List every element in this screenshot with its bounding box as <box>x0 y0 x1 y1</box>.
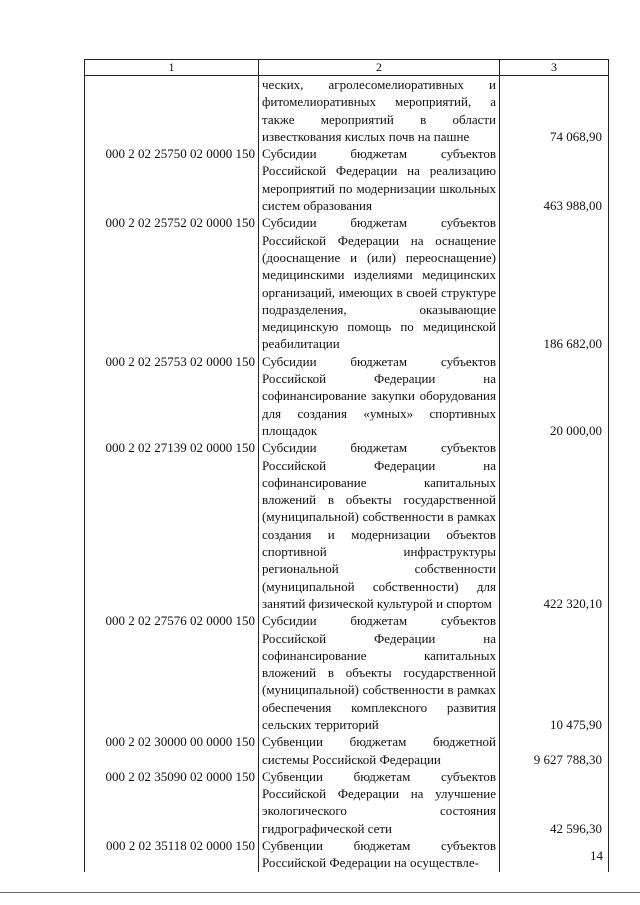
amount-cell: 186 682,00 <box>500 214 609 352</box>
amount-cell: 74 068,90 <box>500 76 609 146</box>
budget-code-cell: 000 2 02 27576 02 0000 150 <box>85 612 259 733</box>
budget-code-cell: 000 2 02 35118 02 0000 150 <box>85 837 259 872</box>
description-cell: Субвенции бюджетам субъектов Российской Федерации на осуществле- <box>259 837 500 872</box>
table-row <box>85 439 609 612</box>
amount-cell: 10 475,90 <box>500 612 609 733</box>
description-cell: Субвенции бюджетам бюджетной системы Российской Федерации <box>259 733 500 768</box>
table-row <box>85 612 609 733</box>
budget-code-cell: 000 2 02 25752 02 0000 150 <box>85 214 259 352</box>
amount-cell: 42 596,30 <box>500 768 609 837</box>
description-cell: Субсидии бюджетам субъектов Российской Федерации на софинансирование закупки оборудования для создания «умных» спортивных площадок <box>259 353 500 439</box>
budget-code-cell: 000 2 02 25750 02 0000 150 <box>85 145 259 214</box>
amount-cell: 20 000,00 <box>500 353 609 439</box>
budget-code-cell: 000 2 02 25753 02 0000 150 <box>85 353 259 439</box>
amount-cell: 9 627 788,30 <box>500 733 609 768</box>
page-number: 14 <box>590 848 603 863</box>
bottom-rule <box>0 892 640 893</box>
budget-code-cell: 000 2 02 27139 02 0000 150 <box>85 439 259 612</box>
description-cell: Субсидии бюджетам субъектов Российской Федерации на реализацию мероприятий по модернизации школьных систем образования <box>259 145 500 214</box>
budget-table <box>84 59 609 872</box>
table-row <box>85 145 609 214</box>
budget-code-cell: 000 2 02 30000 00 0000 150 <box>85 733 259 768</box>
table-row <box>85 76 609 146</box>
amount-cell: 422 320,10 <box>500 439 609 612</box>
table-header-row <box>85 60 609 76</box>
table-body <box>85 76 609 872</box>
description-cell: Субвенции бюджетам субъектов Российской Федерации на улучшение экологического состояния гидрографической сети <box>259 768 500 837</box>
amount-cell: 463 988,00 <box>500 145 609 214</box>
table-row <box>85 768 609 837</box>
table-row <box>85 733 609 768</box>
description-cell: Субсидии бюджетам субъектов Российской Федерации на софинансирование капитальных вложений в объекты государственной (муниципальной) собственности в рамках создания и модернизации объектов спортивной инфраструктуры региональной собственности (муниципальной собственности) для занятий физической культурой и спортом <box>259 439 500 612</box>
header-cell-3: 3 <box>500 60 609 76</box>
budget-code-cell <box>85 76 259 146</box>
table-row <box>85 353 609 439</box>
description-cell: Субсидии бюджетам субъектов Российской Федерации на софинансирование капитальных вложений в объекты государственной (муниципальной) собственности в рамках обеспечения комплексного развития сельских территорий <box>259 612 500 733</box>
description-cell: Субсидии бюджетам субъектов Российской Федерации на оснащение (дооснащение и (или) переоснащение) медицинскими изделиями медицинских организаций, имеющих в своей структуре подразделения, оказывающие медицинскую помощь по медицинской реабилитации <box>259 214 500 352</box>
description-cell: ческих, агролесомелиоративных и фитомелиоративных мероприятий, а также мероприятий в области известкования кислых почв на пашне <box>259 76 500 146</box>
table-row <box>85 837 609 872</box>
header-cell-2: 2 <box>259 60 500 76</box>
header-cell-1: 1 <box>85 60 259 76</box>
budget-code-cell: 000 2 02 35090 02 0000 150 <box>85 768 259 837</box>
table-row <box>85 214 609 352</box>
